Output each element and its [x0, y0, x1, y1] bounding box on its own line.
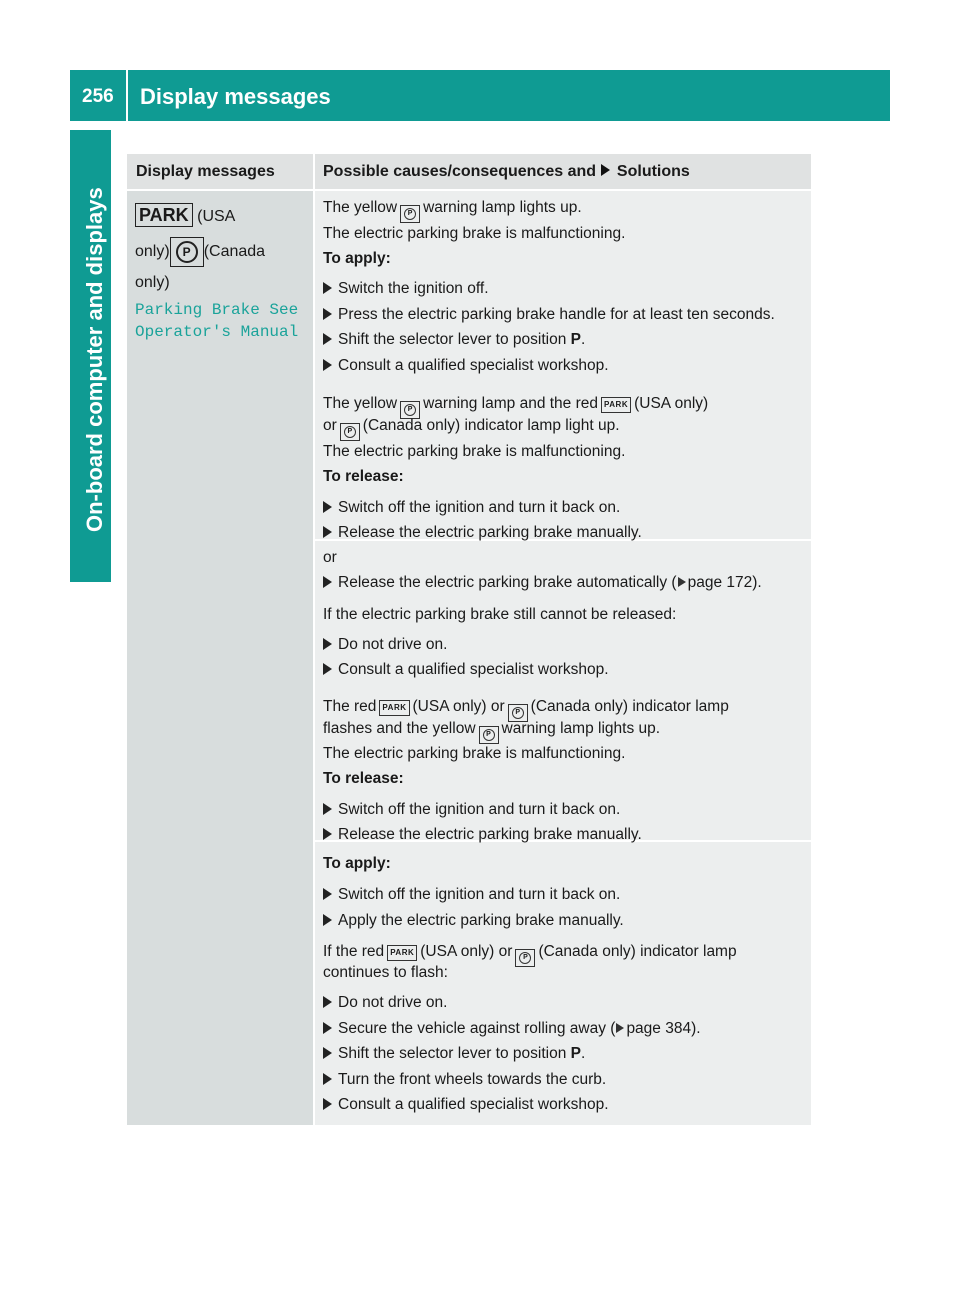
text: The electric parking brake is malfunctioning.	[323, 225, 626, 242]
parking-brake-icon: P	[170, 237, 204, 267]
parking-brake-indicator-icon: P	[515, 949, 535, 967]
parking-brake-indicator-icon: P	[508, 704, 528, 722]
text: (USA only)	[634, 395, 709, 412]
text: Consult a qualified specialist workshop.	[338, 1096, 609, 1113]
only-label: only)	[135, 243, 170, 260]
step-arrow-icon	[323, 828, 332, 840]
step-arrow-icon	[323, 1022, 332, 1034]
text: Release the electric parking brake manually.	[338, 524, 642, 541]
text: or	[323, 417, 337, 434]
display-message-line-2: Operator's Manual	[135, 323, 299, 341]
canada-label: (Canada	[203, 243, 266, 260]
step-arrow-icon	[323, 308, 332, 320]
step-arrow-icon	[323, 914, 332, 926]
page-title: Display messages	[140, 84, 331, 109]
page-ref-icon	[616, 1023, 624, 1033]
text: Consult a qualified specialist workshop.	[338, 661, 609, 678]
text: (Canada only) indicator lamp	[530, 698, 729, 715]
text: Secure the vehicle against rolling away (	[338, 1020, 616, 1037]
side-tab-label: On-board computer and displays	[82, 187, 107, 532]
display-message-cell	[127, 191, 313, 1125]
text: (Canada only) indicator lamp light up.	[362, 417, 620, 434]
text: warning lamp and the red	[423, 395, 599, 412]
header-text-causes: Possible causes/consequences and	[323, 163, 597, 180]
text: Turn the front wheels towards the curb.	[338, 1071, 607, 1088]
step-arrow-icon	[323, 803, 332, 815]
display-message-content	[135, 203, 307, 343]
text: Switch off the ignition and turn it back on.	[338, 886, 621, 903]
text: Switch off the ignition and turn it back on.	[338, 499, 621, 516]
text: The electric parking brake is malfunctioning.	[323, 443, 626, 460]
parking-brake-warning-icon: P	[400, 205, 420, 223]
text: Release the electric parking brake manually.	[338, 826, 642, 843]
display-messages-table	[127, 154, 811, 1125]
step-arrow-icon	[323, 996, 332, 1008]
text: page 384).	[626, 1020, 701, 1037]
step-arrow-icon	[323, 888, 332, 900]
text: P	[570, 1045, 581, 1062]
text: To release:	[323, 468, 404, 485]
arrow-icon	[601, 164, 610, 176]
usa-label: (USA	[197, 208, 236, 225]
text: warning lamp lights up.	[501, 720, 661, 737]
text: To apply:	[323, 855, 391, 872]
step-arrow-icon	[323, 1047, 332, 1059]
text: The electric parking brake is malfunctioning.	[323, 745, 626, 762]
step-arrow-icon	[323, 526, 332, 538]
page-number: 256	[82, 86, 114, 107]
text: Consult a qualified specialist workshop.	[338, 357, 609, 374]
step-arrow-icon	[323, 576, 332, 588]
only-label-2: only)	[135, 274, 170, 291]
text: Release the electric parking brake automatically (	[338, 574, 677, 591]
text: Do not drive on.	[338, 636, 448, 653]
step-arrow-icon	[323, 359, 332, 371]
park-icon-small: PARK	[387, 945, 417, 961]
page-header	[70, 70, 890, 121]
text: or	[323, 549, 337, 566]
text: Apply the electric parking brake manually.	[338, 912, 624, 929]
parking-brake-indicator-icon: P	[340, 423, 360, 441]
parking-brake-warning-icon: P	[479, 726, 499, 744]
step-arrow-icon	[323, 663, 332, 675]
text: The yellow	[323, 395, 398, 412]
parking-brake-warning-icon: P	[400, 401, 420, 419]
text: .	[580, 1045, 586, 1062]
text: Press the electric parking brake handle for at least ten seconds.	[338, 306, 775, 323]
text: (USA only) or	[420, 943, 513, 960]
text: If the electric parking brake still cannot be released:	[323, 606, 677, 623]
text: To apply:	[323, 250, 391, 267]
step-arrow-icon	[323, 1073, 332, 1085]
step-arrow-icon	[323, 638, 332, 650]
header-divider	[126, 70, 128, 121]
text: continues to flash:	[323, 964, 448, 981]
text: Shift the selector lever to position	[338, 331, 567, 348]
step-arrow-icon	[323, 333, 332, 345]
text: Shift the selector lever to position	[338, 1045, 567, 1062]
text: Do not drive on.	[338, 994, 448, 1011]
column-header-causes-solutions	[315, 154, 811, 189]
text: .	[580, 331, 586, 348]
text: To release:	[323, 770, 404, 787]
column-header-display-messages: Display messages	[127, 154, 313, 189]
text: The yellow	[323, 199, 398, 216]
header-text-solutions: Solutions	[616, 163, 690, 180]
text: The red	[323, 698, 377, 715]
text: flashes and the yellow	[323, 720, 476, 737]
step-arrow-icon	[323, 1098, 332, 1110]
park-icon: PARK	[135, 203, 193, 227]
text: If the red	[323, 943, 385, 960]
park-icon-small: PARK	[601, 397, 631, 413]
page-ref-icon	[678, 577, 686, 587]
step-arrow-icon	[323, 282, 332, 294]
text: P	[570, 331, 581, 348]
text: page 172).	[687, 574, 762, 591]
text: Switch the ignition off.	[338, 280, 489, 297]
step-arrow-icon	[323, 501, 332, 513]
text: (USA only) or	[412, 698, 505, 715]
display-message-line-1: Parking Brake See	[135, 301, 299, 319]
text: (Canada only) indicator lamp	[538, 943, 737, 960]
text: warning lamp lights up.	[423, 199, 582, 216]
park-icon-small: PARK	[379, 700, 409, 716]
text: Switch off the ignition and turn it back on.	[338, 801, 621, 818]
